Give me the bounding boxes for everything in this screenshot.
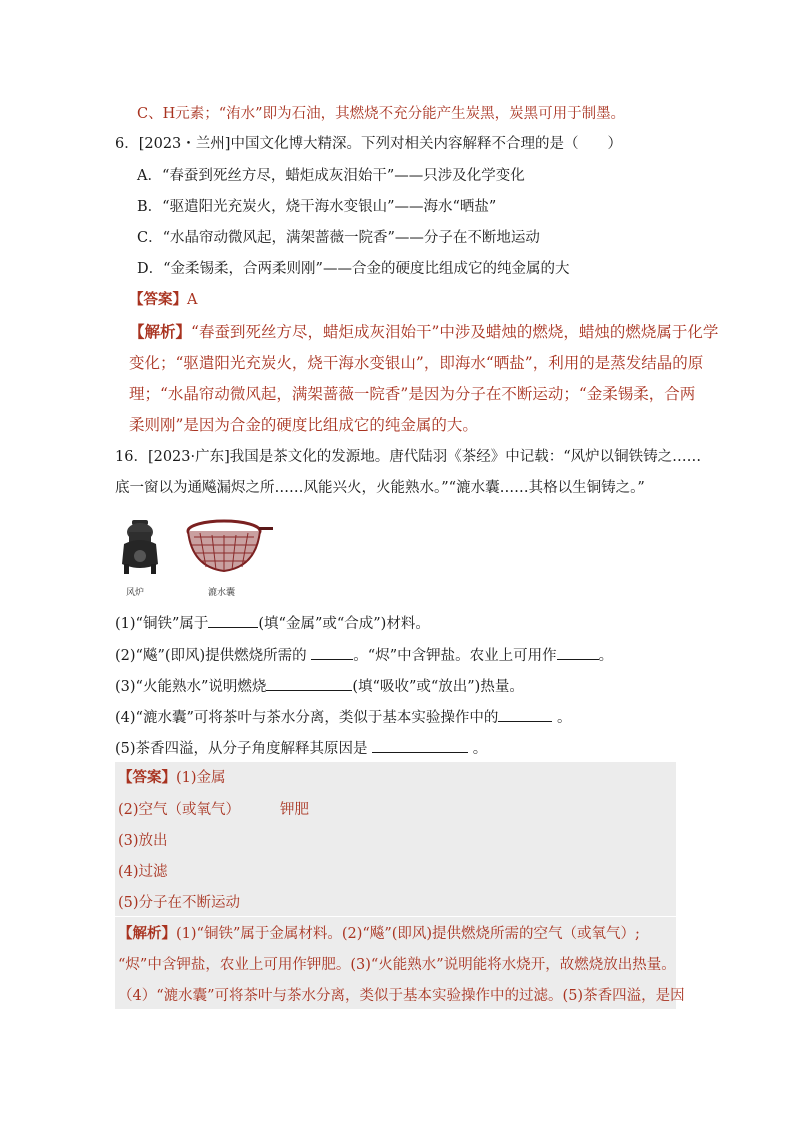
- q6-analysis-line-3: 理；“水晶帘动微风起，满架蔷薇一院香”是因为分子在不断运动；“金柔锡柔，合两: [129, 385, 696, 403]
- q16-analysis-line-2: “烬”中含钾盐，农业上可用作钾肥。(3)“火能熟水”说明能将水烧开，故燃烧放出热量。: [118, 957, 676, 973]
- q16-answer-3: (3)放出: [118, 833, 168, 849]
- blank-5: [372, 737, 468, 753]
- q16-sub-question-2: (2)“飚”(即风)提供燃烧所需的 。“烬”中含钾盐。农业上可用作 。: [115, 644, 794, 666]
- q6-stem: 6．[2023・兰州]中国文化博大精深。下列对相关内容解释不合理的是（ ）: [115, 136, 622, 152]
- q6-answer: [129, 290, 794, 310]
- q16-answer-label: 【答案】: [118, 769, 176, 786]
- q16-sub-question-4: (4)“漉水囊”可将茶叶与茶水分离，类似于基本实验操作中的 。: [115, 706, 794, 728]
- q16-sub-question-5: (5)茶香四溢，从分子角度解释其原因是 。: [115, 737, 794, 759]
- water-filter-bag-caption: 漉水囊: [208, 588, 236, 598]
- q6-analysis-label: 【解析】: [129, 322, 192, 341]
- q6-answer-label: 【答案】: [129, 291, 187, 308]
- q16-answer-5: (5)分子在不断运动: [118, 895, 241, 911]
- blank-3: [266, 675, 352, 691]
- q6-option-d: D．“金柔锡柔，合两柔则刚”——合金的硬度比组成它的纯金属的大: [137, 261, 570, 277]
- wind-stove-image: [118, 518, 162, 580]
- q16-answer-4: (4)过滤: [118, 864, 168, 880]
- q6-answer-value: A: [187, 292, 198, 308]
- q16-sub-question-3: (3)“火能熟水”说明燃烧 (填“吸收”或“放出”)热量。: [115, 675, 794, 697]
- q16-stem-line-2: 底一窗以为通飚漏烬之所……风能兴火，火能熟水。”“漉水囊……其格以生铜铸之。”: [115, 480, 645, 496]
- q5-answer-tail: C、H元素；“洧水”即为石油，其燃烧不充分能产生炭黑，炭黑可用于制墨。: [137, 106, 626, 122]
- q6-option-a: A．“春蚕到死丝方尽，蜡炬成灰泪始干”——只涉及化学变化: [137, 168, 525, 184]
- q6-option-b: B．“驱遣阳光充炭火，烧干海水变银山”——海水“晒盐”: [137, 199, 497, 215]
- q16-answer-1: 【答案】(1)金属: [118, 769, 226, 786]
- q6-option-c: C．“水晶帘动微风起，满架蔷薇一院香”——分子在不断地运动: [137, 230, 540, 246]
- q16-analysis-line-3: （4）“漉水囊”可将茶叶与茶水分离，类似于基本实验操作中的过滤。(5)茶香四溢，是因: [118, 988, 685, 1004]
- blank-2a: [311, 644, 353, 660]
- blank-4: [498, 706, 552, 722]
- q6-analysis-line-4: 柔则刚”是因为合金的硬度比组成它的纯金属的大。: [129, 416, 478, 434]
- wind-stove-caption: 风炉: [126, 588, 145, 598]
- blank-1: [208, 612, 258, 628]
- q6-analysis-line-1: 【解析】“春蚕到死丝方尽，蜡炬成灰泪始干”中涉及蜡烛的燃烧，蜡烛的燃烧属于化学: [129, 322, 719, 341]
- q6-analysis-line-2: 变化；“驱遣阳光充炭火，烧干海水变银山”，即海水“晒盐”，利用的是蒸发结晶的原: [129, 354, 704, 372]
- water-filter-bag-image: [184, 517, 276, 577]
- q16-stem-line-1: 16．[2023·广东]我国是茶文化的发源地。唐代陆羽《茶经》中记载：“风炉以铜铁铸之……: [115, 449, 702, 465]
- q16-sub-question-1: (1)“铜铁”属于 (填“金属”或“合成”)材料。: [115, 612, 794, 634]
- q16-answer-2: (2)空气（或氧气） 钾肥: [118, 802, 310, 818]
- q16-analysis-line-1: 【解析】(1)“铜铁”属于金属材料。(2)“飚”(即风)提供燃烧所需的空气（或氧气）;: [118, 925, 640, 942]
- blank-2b: [557, 644, 599, 660]
- q16-analysis-label: 【解析】: [118, 925, 176, 942]
